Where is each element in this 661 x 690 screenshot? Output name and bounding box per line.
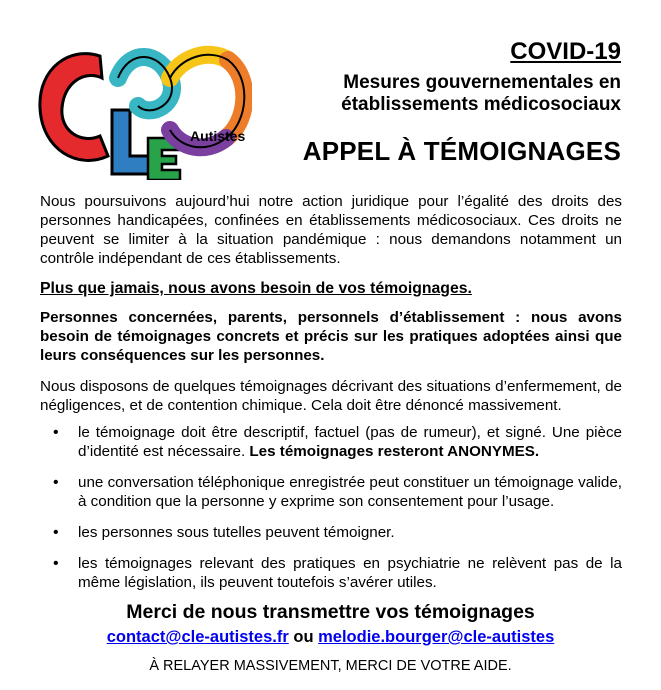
appel-title: APPEL À TÉMOIGNAGES <box>302 136 621 166</box>
email-link-contact[interactable]: contact@cle-autistes.fr <box>106 628 289 646</box>
need-title: Plus que jamais, nous avons besoin de vos témoignages. <box>40 280 472 297</box>
bullet-1-bold: Les témoignages resteront ANONYMES. <box>249 443 540 460</box>
logo-letter-c <box>40 54 108 161</box>
bullet-1-text: le témoignage doit être descriptif, factuel (pas de rumeur), et signé. Une pièce d’identité est nécessaire. <box>78 424 622 460</box>
intro-paragraph: Nous poursuivons aujourd’hui notre action juridique pour l’égalité des droits des personnes handicapées, confinées en établissements médicosociaux. Ces droits ne peuvent se limiter à la situation pandémique : nous demandons notamment un contrôle indépendant de ces établissements. <box>40 193 622 267</box>
list-item: • une conversation téléphonique enregistrée peut constituer un témoignage valide, à condition que la personne y exprime son consentement pour l’usage. <box>40 473 622 511</box>
contact-emails <box>0 628 661 647</box>
covid-title: COVID-19 <box>510 38 621 65</box>
relay-note: À RELAYER MASSIVEMENT, MERCI DE VOTRE AIDE. <box>149 658 512 674</box>
email-separator: ou <box>293 628 314 646</box>
logo-word-autistes: Autistes <box>190 128 246 144</box>
list-item <box>40 423 622 461</box>
subtitle <box>241 72 621 116</box>
context-paragraph: Nous disposons de quelques témoignages décrivant des situations d’enfermement, de négligences, et de contention chimique. Cela doit être dénoncé massivement. <box>40 378 622 414</box>
logo-graphic <box>30 38 252 180</box>
cle-autistes-logo <box>30 38 252 180</box>
subtitle-line2: établissements médicosociaux <box>341 94 621 115</box>
call-paragraph: Personnes concernées, parents, personnels d’établissement : nous avons besoin de témoignages concrets et précis sur les pratiques adoptées ainsi que leurs conséquences sur les personnes. <box>40 309 622 364</box>
list-item: • les témoignages relevant des pratiques en psychiatrie ne relèvent pas de la même législation, ils peuvent toutefois s’avérer utiles. <box>40 554 622 592</box>
thanks-heading: Merci de nous transmettre vos témoignages <box>126 601 535 623</box>
subtitle-line1: Mesures gouvernementales en <box>343 72 621 93</box>
requirements-list <box>40 423 622 604</box>
email-link-melodie[interactable]: melodie.bourger@cle-autistes <box>318 628 555 646</box>
list-item: • les personnes sous tutelles peuvent témoigner. <box>40 523 622 542</box>
